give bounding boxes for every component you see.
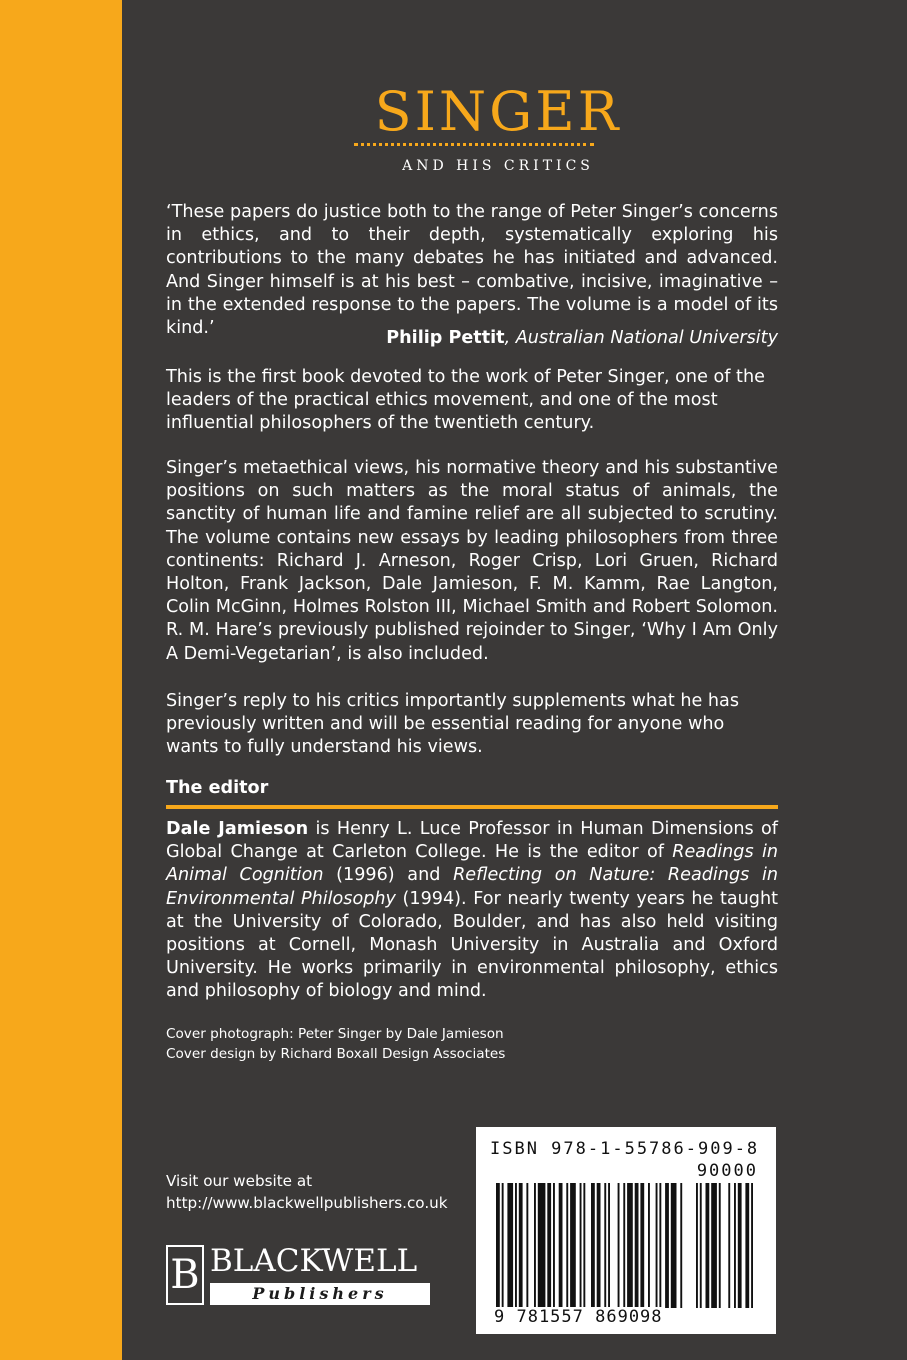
editor-name: Dale Jamieson <box>166 819 309 839</box>
editor-book-1: Readings in Animal Cognition <box>166 842 778 886</box>
barcode-bar <box>618 1183 620 1308</box>
editor-book-2: Reflecting on Nature: Readings in Environmental Philosophy <box>166 865 778 909</box>
barcode-bar <box>597 1183 601 1308</box>
barcode-bar <box>538 1183 546 1308</box>
photo-credit: Cover photograph: Peter Singer by Dale Jamieson <box>166 1026 504 1042</box>
spine-band <box>0 0 122 1360</box>
quote-attribution <box>166 327 778 350</box>
barcode-bar <box>623 1183 625 1308</box>
barcode-bars <box>496 1183 756 1308</box>
barcode-bar <box>659 1183 661 1308</box>
barcode-bar <box>559 1183 563 1308</box>
addon-bar <box>751 1183 753 1308</box>
barcode-bar <box>591 1183 595 1308</box>
addon-bar <box>711 1183 717 1308</box>
barcode-bar <box>515 1183 517 1308</box>
barcode-bar <box>656 1183 658 1308</box>
barcode-bar <box>526 1183 528 1308</box>
book-subtitle: AND HIS CRITICS <box>402 158 594 174</box>
editor-bio-part-3: (1994). For nearly twenty years he taught at the University of Colorado, Boulder, and has also held visiting positions at Cornell, Monash University in Australia and Oxford University. He works primarily in environmental philosophy, ethics and philosophy of biology and mind. <box>166 888 778 1002</box>
isbn-label: ISBN 978-1-55786-909-8 <box>490 1139 760 1159</box>
addon-bar <box>719 1183 721 1308</box>
barcode-bar <box>648 1183 650 1308</box>
barcode-bar <box>665 1183 669 1308</box>
barcode-bar <box>507 1183 513 1308</box>
cover-credits <box>166 1024 505 1064</box>
barcode-bar <box>580 1183 582 1308</box>
addon-bar <box>696 1183 698 1308</box>
reply-paragraph: Singer’s reply to his critics importantly supplements what he has previously written and will be essential reading for anyone who wants to fully understand his views. <box>166 691 740 758</box>
addon-bar <box>734 1183 736 1308</box>
barcode-bar <box>534 1183 536 1308</box>
barcode-bar <box>640 1183 644 1308</box>
addon-bar <box>745 1183 749 1308</box>
barcode-bar <box>496 1183 500 1308</box>
quote-affiliation: , Australian National University <box>504 328 778 348</box>
design-credit: Cover design by Richard Boxall Design Associates <box>166 1046 506 1062</box>
barcode-bar <box>635 1183 639 1308</box>
editor-heading: The editor <box>166 778 269 798</box>
price-addon-label: 90000 <box>696 1161 758 1181</box>
endorsement-quote: ‘These papers do justice both to the range of Peter Singer’s concerns in ethics, and to their depth, systematically exploring his contributions to the many debates he has initiated and advanced. And Singer himself is at his best – combative, incisive, imaginative – in the extended response to the papers. The volume is a model of its kind.’ <box>166 202 778 339</box>
website-label: Visit our website at <box>166 1172 313 1190</box>
barcode-digits: 9 781557 869098 <box>494 1307 663 1327</box>
barcode-bar <box>671 1183 677 1308</box>
barcode-bar <box>519 1183 523 1308</box>
publisher-tagline: Publishers <box>210 1283 430 1305</box>
addon-bar <box>700 1183 702 1308</box>
title-dotted-rule <box>354 143 594 146</box>
barcode-bar <box>627 1183 633 1308</box>
barcode-bar <box>570 1183 576 1308</box>
barcode-bar <box>604 1183 606 1308</box>
editor-bio <box>166 818 778 1004</box>
publisher-mark: B <box>166 1245 204 1305</box>
barcode-panel <box>476 1127 776 1334</box>
essays-paragraph: Singer’s metaethical views, his normative theory and his substantive positions on such matters as the moral status of animals, the sanctity of human life and famine relief are all subjected to scrutiny. The volume contains new essays by leading philosophers from three continents: Richard J. Arneson, Roger Crisp, Lori Gruen, Richard Holton, Frank Jackson, Dale Jamieson, F. M. Kamm, Rae Langton, Colin McGinn, Holmes Rolston III, Michael Smith and Robert Solomon. R. M. Hare’s previously published rejoinder to Singer, ‘Why I Am Only A Demi-Vegetarian’, is also included. <box>166 458 778 664</box>
barcode-bar <box>680 1183 682 1308</box>
barcode-bar <box>608 1183 610 1308</box>
publisher-name: BLACKWELL <box>210 1243 418 1279</box>
addon-bar <box>738 1183 742 1308</box>
editor-bio-part-2: (1996) and <box>323 865 454 886</box>
barcode-bar <box>566 1183 568 1308</box>
intro-paragraph: This is the first book devoted to the work of Peter Singer, one of the leaders of the practical ethics movement, and one of the most influential philosophers of the twentieth century. <box>166 367 765 434</box>
barcode-bar <box>553 1183 555 1308</box>
book-title: SINGER <box>374 80 622 143</box>
quote-author: Philip Pettit <box>386 328 505 348</box>
publisher-logo <box>166 1245 430 1307</box>
addon-bar <box>728 1183 730 1308</box>
barcode-bar <box>502 1183 504 1308</box>
addon-bar <box>706 1183 710 1308</box>
editor-rule <box>166 805 778 809</box>
barcode-bar <box>547 1183 551 1308</box>
editor-bio-part-1: is Henry L. Luce Professor in Human Dimensions of Global Change at Carleton College. He is the editor of <box>166 819 778 863</box>
website-url[interactable]: http://www.blackwellpublishers.co.uk <box>166 1194 448 1212</box>
website-block <box>166 1170 448 1214</box>
barcode-bar <box>583 1183 585 1308</box>
